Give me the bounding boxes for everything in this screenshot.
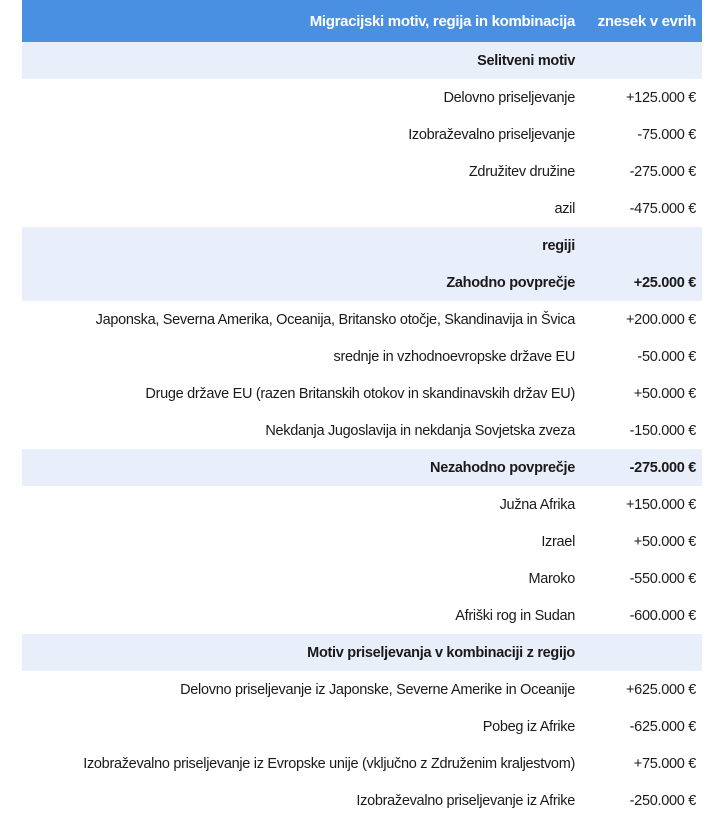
row-label: Združitev družine	[468, 163, 575, 180]
row-value: +50.000 €	[633, 385, 696, 402]
table-row	[22, 560, 702, 597]
row-value: -550.000 €	[629, 570, 696, 587]
row-label: Zahodno povprečje	[446, 274, 575, 291]
migration-table	[22, 0, 702, 819]
row-label: Japonska, Severna Amerika, Oceanija, Britansko otočje, Skandinavija in Švica	[95, 311, 575, 328]
row-value: -150.000 €	[629, 422, 696, 439]
section-row	[22, 634, 702, 671]
row-label: srednje in vzhodnoevropske države EU	[333, 348, 575, 365]
table-row	[22, 153, 702, 190]
row-label: Izobraževalno priseljevanje	[408, 126, 575, 143]
row-label: regiji	[542, 237, 575, 254]
table-row	[22, 523, 702, 560]
row-value: -625.000 €	[629, 718, 696, 735]
row-value: +25.000 €	[633, 274, 696, 291]
row-value: +125.000 €	[626, 89, 696, 106]
row-label: Južna Afrika	[499, 496, 575, 513]
table-header	[22, 0, 702, 42]
table-row	[22, 79, 702, 116]
row-label: Druge države EU (razen Britanskih otokov in skandinavskih držav EU)	[145, 385, 575, 402]
row-value: -75.000 €	[637, 126, 696, 143]
table-row	[22, 486, 702, 523]
row-value: +625.000 €	[626, 681, 696, 698]
table-row	[22, 597, 702, 634]
table-row	[22, 671, 702, 708]
row-label: Izobraževalno priseljevanje iz Afrike	[356, 792, 575, 809]
row-value: -475.000 €	[629, 200, 696, 217]
section-row	[22, 42, 702, 79]
row-label: Nezahodno povprečje	[430, 459, 575, 476]
section-row	[22, 449, 702, 486]
row-value: -250.000 €	[629, 792, 696, 809]
table-row	[22, 301, 702, 338]
row-label: Afriški rog in Sudan	[455, 607, 575, 624]
row-label: Delovno priseljevanje	[443, 89, 575, 106]
row-label: Delovno priseljevanje iz Japonske, Severne Amerike in Oceanije	[180, 681, 575, 698]
header-value: znesek v evrih	[597, 12, 696, 30]
row-value: +150.000 €	[626, 496, 696, 513]
section-row	[22, 227, 702, 264]
row-value: -50.000 €	[637, 348, 696, 365]
row-label: Selitveni motiv	[477, 52, 575, 69]
table-row	[22, 116, 702, 153]
row-label: Nekdanja Jugoslavija in nekdanja Sovjetska zveza	[265, 422, 575, 439]
row-value: -600.000 €	[629, 607, 696, 624]
row-value: -275.000 €	[629, 459, 696, 476]
table-row	[22, 190, 702, 227]
table-row	[22, 338, 702, 375]
row-value: +50.000 €	[633, 533, 696, 550]
table-row	[22, 412, 702, 449]
header-label: Migracijski motiv, regija in kombinacija	[309, 12, 575, 30]
section-row	[22, 264, 702, 301]
table-row	[22, 708, 702, 745]
row-label: azil	[554, 200, 575, 217]
row-label: Izrael	[541, 533, 575, 550]
row-label: Izobraževalno priseljevanje iz Evropske unije (vključno z Združenim kraljestvom)	[83, 755, 575, 772]
row-value: -275.000 €	[629, 163, 696, 180]
row-label: Maroko	[528, 570, 575, 587]
row-label: Motiv priseljevanja v kombinaciji z regijo	[307, 644, 575, 661]
row-value: +200.000 €	[626, 311, 696, 328]
row-label: Pobeg iz Afrike	[482, 718, 575, 735]
row-value: +75.000 €	[633, 755, 696, 772]
table-row	[22, 375, 702, 412]
table-row	[22, 745, 702, 782]
table-row	[22, 782, 702, 819]
table-body	[22, 42, 702, 819]
